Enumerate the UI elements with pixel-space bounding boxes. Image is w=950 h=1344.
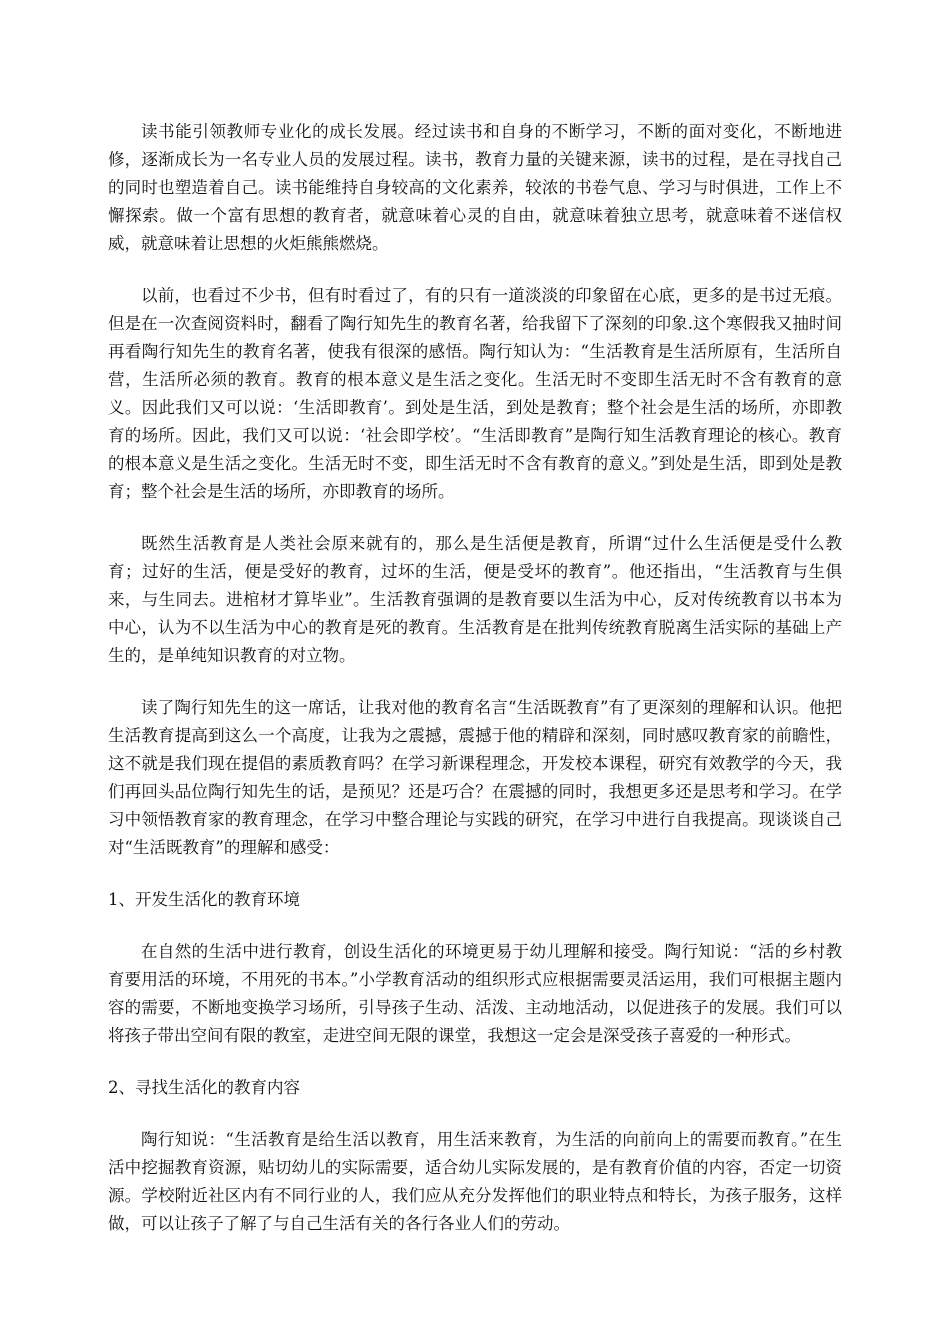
paragraph-5: 在自然的生活中进行教育，创设生活化的环境更易于幼儿理解和接受。陶行知说：“活的乡村教育要用活的环境，不用死的书本。”小学教育活动的组织形式应根据需要灵活运用，我们可根据主题内容的需要，不断地变换学习场所，引导孩子生动、活泼、主动地活动，以促进孩子的发展。我们可以将孩子带出空间有限的教室，走进空间无限的课堂，我想这一定会是深受孩子喜爱的一种形式。 — [108, 942, 842, 1045]
paragraph-3: 既然生活教育是人类社会原来就有的，那么是生活便是教育，所谓“过什么生活便是受什么教育；过好的生活，便是受好的教育，过坏的生活，便是受坏的教育”。他还指出，“生活教育与生俱来，与生同去。进棺材才算毕业”。生活教育强调的是教育要以生活为中心，反对传统教育以书本为中心，认为不以生活为中心的教育是死的教育。生活教育是在批判传统教育脱离生活实际的基础上产生的，是单纯知识教育的对立物。 — [108, 534, 842, 665]
paragraph-1: 读书能引领教师专业化的成长发展。经过读书和自身的不断学习，不断的面对变化，不断地进修，逐渐成长为一名专业人员的发展过程。读书，教育力量的关键来源，读书的过程，是在寻找自己的同时也塑造着自己。读书能维持自身较高的文化素养，较浓的书卷气息、学习与时俱进，工作上不懈探索。做一个富有思想的教育者，就意味着心灵的自由，就意味着独立思考，就意味着不迷信权威，就意味着让思想的火炬熊熊燃烧。 — [108, 122, 842, 253]
paragraph-2: 以前，也看过不少书，但有时看过了，有的只有一道淡淡的印象留在心底，更多的是书过无痕。但是在一次查阅资料时，翻看了陶行知先生的教育名著，给我留下了深刻的印象.这个寒假我又抽时间再看陶行知先生的教育名著，使我有很深的感悟。陶行知认为：“生活教育是生活所原有，生活所自营，生活所必须的教育。教育的根本意义是生活之变化。生活无时不变即生活无时不含有教育的意义。因此我们又可以说：‘生活即教育’。到处是生活，到处是教育；整个社会是生活的场所，亦即教育的场所。因此，我们又可以说：‘社会即学校’。“生活即教育”是陶行知生活教育理论的核心。教育的根本意义是生活之变化。生活无时不变，即生活无时不含有教育的意义。”到处是生活，即到处是教育；整个社会是生活的场所，亦即教育的场所。 — [108, 286, 842, 501]
paragraph-4: 读了陶行知先生的这一席话，让我对他的教育名言“生活既教育”有了更深刻的理解和认识。他把生活教育提高到这么一个高度，让我为之震撼，震撼于他的精辟和深刻，同时感叹教育家的前瞻性，这不就是我们现在提倡的素质教育吗？在学习新课程理念，开发校本课程，研究有效教学的今天，我们再回头品位陶行知先生的话，是预见？还是巧合？在震撼的同时，我想更多还是思考和学习。在学习中领悟教育家的教育理念，在学习中整合理论与实践的研究，在学习中进行自我提高。现谈谈自己对“生活既教育”的理解和感受： — [108, 698, 842, 857]
section-heading-1: 1、开发生活化的教育环境 — [108, 890, 300, 909]
paragraph-6: 陶行知说：“生活教育是给生活以教育，用生活来教育，为生活的向前向上的需要而教育。”在生活中挖掘教育资源，贴切幼儿的实际需要，适合幼儿实际发展的，是有教育价值的内容，否定一切资源。学校附近社区内有不同行业的人，我们应从充分发挥他们的职业特点和特长，为孩子服务，这样做，可以让孩子了解了与自己生活有关的各行各业人们的劳动。 — [108, 1130, 842, 1233]
section-heading-2: 2、寻找生活化的教育内容 — [108, 1078, 300, 1097]
